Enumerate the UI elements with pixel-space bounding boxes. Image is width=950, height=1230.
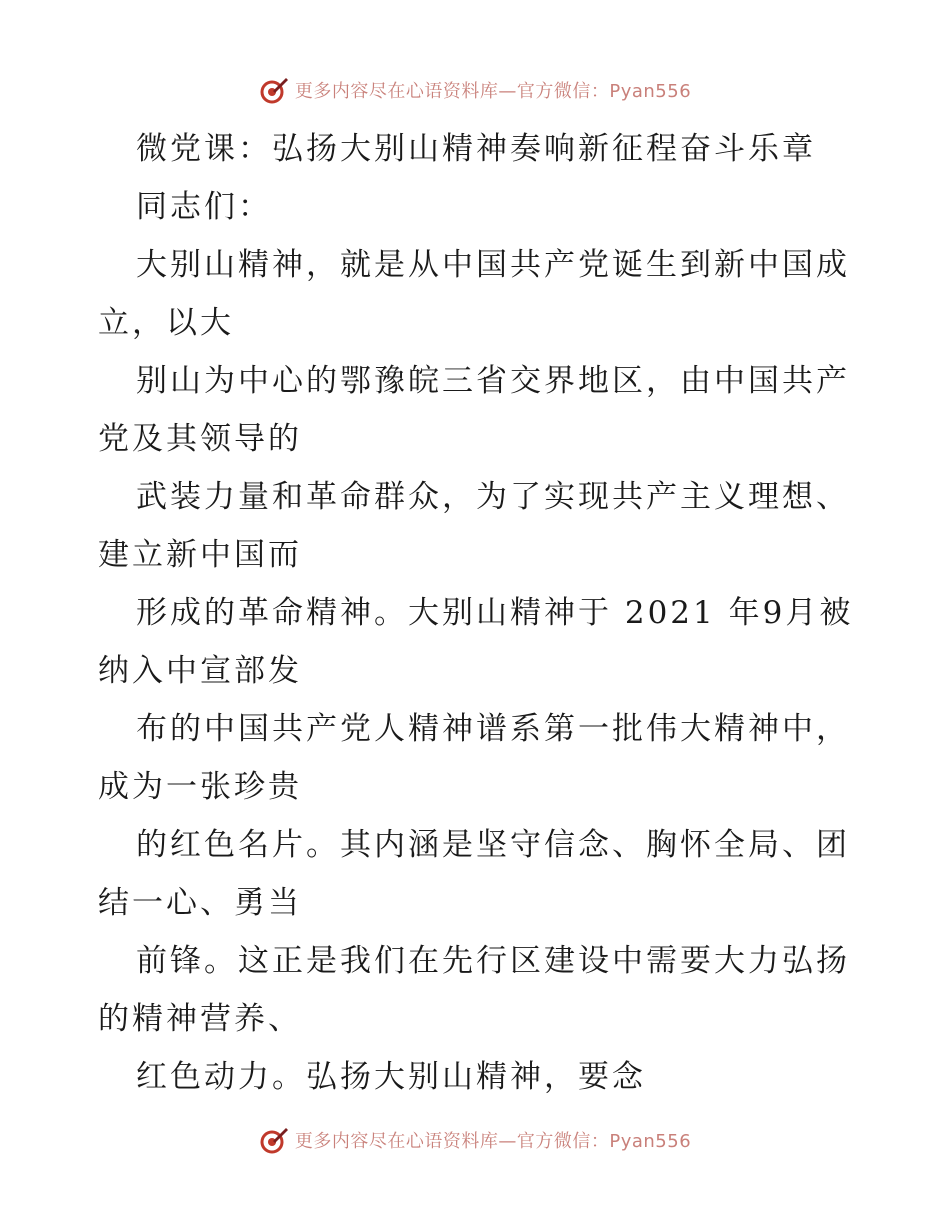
document-title: 微党课：弘扬大别山精神奏响新征程奋斗乐章 <box>136 131 816 167</box>
text-line: 建立新中国而 <box>98 537 302 573</box>
text-line: 红色动力。弘扬大别山精神，要念 <box>136 1059 646 1095</box>
header-banner-text: 更多内容尽在心语资料库—官方微信：Pyan556 <box>294 81 692 102</box>
text-line: 结一心、勇当 <box>98 885 302 921</box>
text-line: 前锋。这正是我们在先行区建设中需要大力弘扬 <box>136 943 850 979</box>
text-line: 党及其领导的 <box>98 421 302 457</box>
red-pen-logo-icon <box>259 75 289 105</box>
footer-banner <box>0 1120 950 1160</box>
text-line: 形成的革命精神。大别山精神于 2021 年9月被 <box>136 595 854 631</box>
text-line: 纳入中宣部发 <box>98 653 302 689</box>
header-banner <box>0 70 950 110</box>
text-line: 的精神营养、 <box>98 1001 302 1037</box>
text-line: 同志们： <box>136 189 272 225</box>
text-line: 别山为中心的鄂豫皖三省交界地区，由中国共产 <box>136 363 850 399</box>
text-line: 武装力量和革命群众，为了实现共产主义理想、 <box>136 479 850 515</box>
text-line: 立，以大 <box>98 305 234 341</box>
document-body <box>98 120 858 1106</box>
text-line: 的红色名片。其内涵是坚守信念、胸怀全局、团 <box>136 827 850 863</box>
red-pen-logo-icon <box>259 1125 289 1155</box>
text-line: 成为一张珍贵 <box>98 769 302 805</box>
footer-banner-text: 更多内容尽在心语资料库—官方微信：Pyan556 <box>294 1131 692 1152</box>
text-line: 大别山精神，就是从中国共产党诞生到新中国成 <box>136 247 850 283</box>
text-line: 布的中国共产党人精神谱系第一批伟大精神中， <box>136 711 850 747</box>
